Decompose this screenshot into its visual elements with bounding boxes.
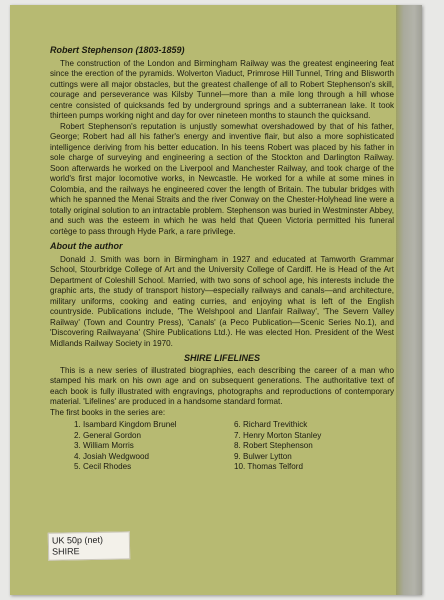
series-paragraph: This is a new series of illustrated biographies, each describing the career of a man who stamped his mark on his own age and on subsequent generations. The authoritative text of each book is fully illustrated with engravings, photographs and reproductions of contemporary material. 'Lifelines' are produced in a handsome standard format. [50,365,394,406]
list-item: 1. Isambard Kingdom Brunel [74,420,177,429]
stephenson-heading: Robert Stephenson (1803-1859) [50,45,185,55]
price-text: UK 50p (net) [51,534,104,546]
author-heading: About the author [50,241,123,251]
list-item: 6. Richard Trevithick [234,420,308,429]
series-intro: The first books in the series are: [50,407,166,417]
publisher-text: SHIRE [52,546,80,557]
list-item: 3. William Morris [74,441,134,450]
list-item: 5. Cecil Rhodes [74,462,132,471]
series-heading: SHIRE LIFELINES [183,353,260,363]
series-list-left [74,420,234,473]
author-paragraph: Donald J. Smith was born in Birmingham in 1927 and educated at Tamworth Grammar School, Stourbridge College of Art and the University College of Cardiff. He is Head of the Art Department of Coleshill School. Married, with two sons of school age, his interests include the graphic arts, the study of transport history—especially railways and canals—and architecture, military uniforms, cooking and eating curries, and enjoying what is left of the English countryside. Publications include, 'The Welshpool and Llanfair Railway', 'The Severn Valley Railway' (Town and Country Press), 'Canals' (a Peco Publication—Scenic Series No.1), and 'Discovering Railwayana' (Shire Publications Ltd.). He was elected Hon. President of the West Midlands Railway Society in 1970. [50,254,394,348]
list-item: 8. Robert Stephenson [234,441,313,450]
list-item: 4. Josiah Wedgwood [74,451,149,461]
series-list-right [234,420,321,473]
back-cover [10,5,422,595]
series-book-list [50,420,394,473]
cover-text [50,45,394,473]
price-sticker [48,531,130,560]
list-item: 9. Bulwer Lytton [234,451,292,461]
list-item: 2. General Gordon [74,430,142,440]
stephenson-paragraph-1: The construction of the London and Birmingham Railway was the greatest engineering feat since the erection of the pyramids. Wolverton Viaduct, Primrose Hill Tunnel, Tring and Blisworth cuttings were all major obstacles, but the greatest challenge of all to Robert Stephenson's skill, courage and perseverance was Kilsby Tunnel—more than a mile long through a hill whose centre consisted of quicksands fed by underground springs and a subterranean lake. It took thirteen pumps working night and day for over nineteen months to staunch the quicksand. [50,58,394,120]
list-item: 7. Henry Morton Stanley [234,430,322,440]
book-spine [396,5,422,595]
list-item: 10. Thomas Telford [234,462,303,471]
stephenson-paragraph-2: Robert Stephenson's reputation is unjustly somewhat overshadowed by that of his father, George; Robert had all his father's energy and inventive flair, but also a more sophisticated intelligence deriving from his better education. In his teens Robert was placed by his father in sole charge of surveying and engineering a section of the Stockton and Darlington Railway. Soon afterwards he worked on the Liverpool and Manchester Railway, and took charge of the world's first major locomotive works, in Newcastle. He worked for a while at some mines in Colombia, and the railways he engineered cover the length of Britain. The tubular bridges with which he spanned the Menai Straits and the river Conway on the Chester-Holyhead line were a totally original solution to an intractable problem. Stephenson was buried in Westminster Abbey, and such was the esteem in which he was held that Queen Victoria permitted his funeral cortège to pass through Hyde Park, a rare privilege. [50,121,394,236]
